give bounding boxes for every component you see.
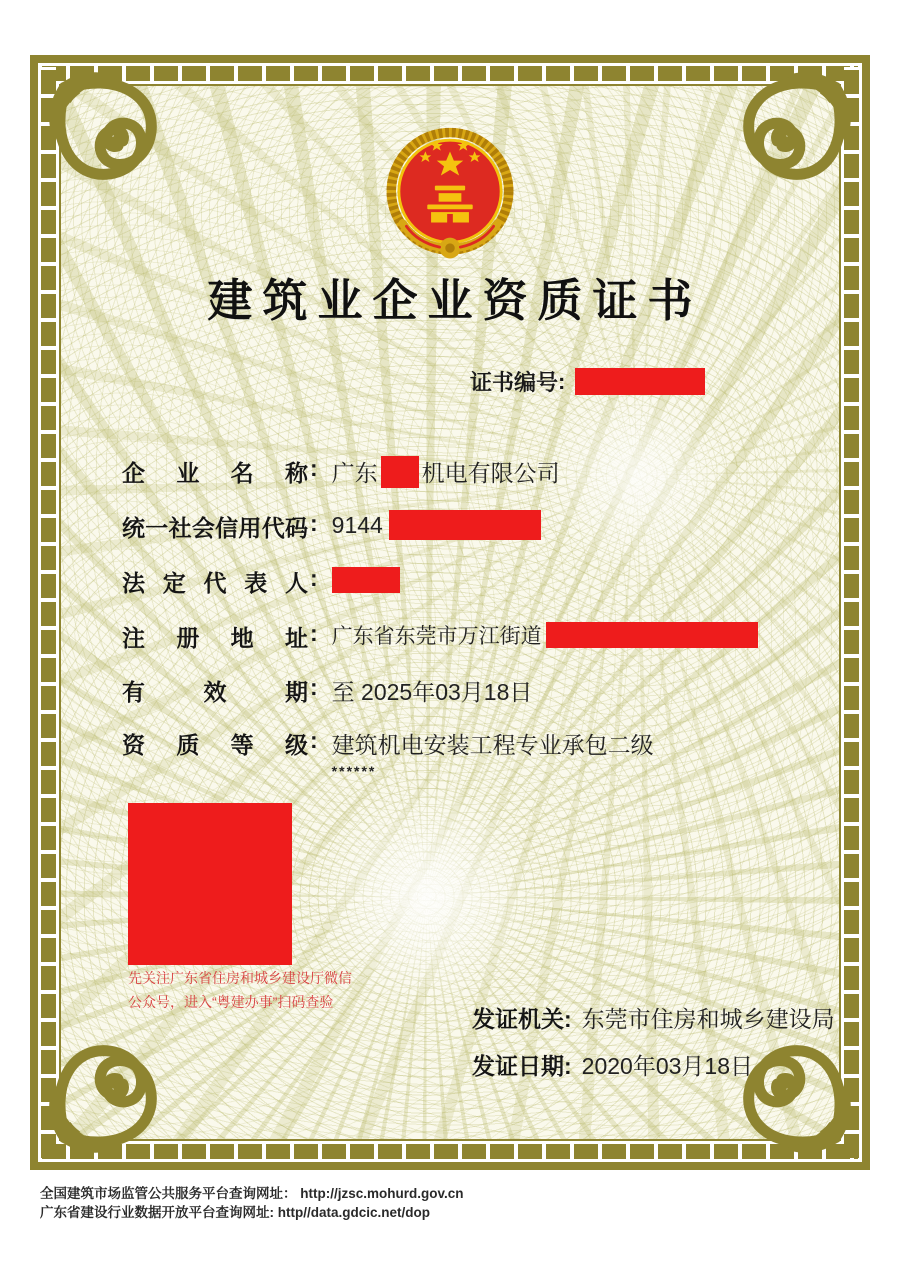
field-credit-code [122,510,541,543]
company-name-redaction [381,456,419,488]
field-legal-representative [122,565,400,598]
qr-note-line1: 先关注广东省住房和城乡建设厅微信 [128,970,352,986]
issuing-authority-label: 发证机关: [472,1006,572,1032]
field-label: 注 册 地 址 [122,625,308,651]
qr-code-redaction [128,803,292,965]
qr-note-line2: 公众号，进入“粤建办事”扫码查验 [128,994,334,1010]
field-colon: : [310,455,318,481]
border-ladder-left [41,67,56,1158]
certificate-body [59,84,841,1141]
field-label: 企 业 名 称 [122,460,308,486]
field-value [332,565,400,593]
address-redaction [546,622,758,648]
field-label: 资 质 等 级 [122,732,308,758]
field-registered-address [122,620,758,653]
field-label: 统一社会信用代码 [122,515,308,541]
certificate-frame [30,55,870,1170]
issue-date-row [472,1048,753,1081]
field-colon: : [310,727,318,753]
certificate-number-row [470,366,705,397]
field-company-name [122,455,560,488]
footer-line2: 广东省建设行业数据开放平台查询网址: http//data.gdcic.net/dop [40,1205,430,1220]
grade-value-wrap [332,727,654,779]
corner-ornament-icon [46,1034,168,1156]
company-name-suffix: 机电有限公司 [421,460,560,486]
certificate-number-label: 证书编号 [470,370,559,395]
validity-value: 至 2025年03月18日 [331,679,533,705]
field-value [332,455,560,488]
field-colon: : [310,620,318,646]
field-value [332,620,758,650]
field-colon: : [310,674,318,700]
grade-masked-line: ****** [331,763,377,779]
credit-code-redaction [389,510,541,540]
field-value [332,510,541,540]
field-validity [122,674,532,707]
field-qualification-grade [122,727,654,779]
certificate-number-colon: : [558,368,566,394]
credit-code-prefix: 9144 [331,511,383,538]
company-name-prefix: 广东 [331,460,378,486]
issue-date-value: 2020年03月18日 [581,1053,754,1079]
border-ladder-right [844,67,859,1158]
footer-query-urls [40,1184,464,1222]
field-label: 有 效 期 [122,679,308,705]
field-label: 法 定 代 表 人 [122,570,308,596]
national-emblem-icon [383,125,517,267]
qr-verification-note [128,966,352,1014]
issue-date-label: 发证日期: [472,1053,572,1079]
issuing-authority-value: 东莞市住房和城乡建设局 [581,1006,835,1032]
corner-ornament-icon [732,69,854,191]
certificate-number-redaction [575,368,705,395]
corner-ornament-icon [46,69,168,191]
footer-line1: 全国建筑市场监管公共服务平台查询网址： http://jzsc.mohurd.gov.cn [40,1186,464,1201]
legal-representative-redaction [332,567,400,593]
certificate-title: 建筑业企业资质证书 [207,275,703,326]
issuing-authority-row [472,1001,835,1034]
field-colon: : [310,510,318,536]
address-prefix: 广东省东莞市万江街道 [331,625,542,648]
corner-ornament-icon [732,1034,854,1156]
grade-value: 建筑机电安装工程专业承包二级 [331,732,654,758]
field-colon: : [310,565,318,591]
